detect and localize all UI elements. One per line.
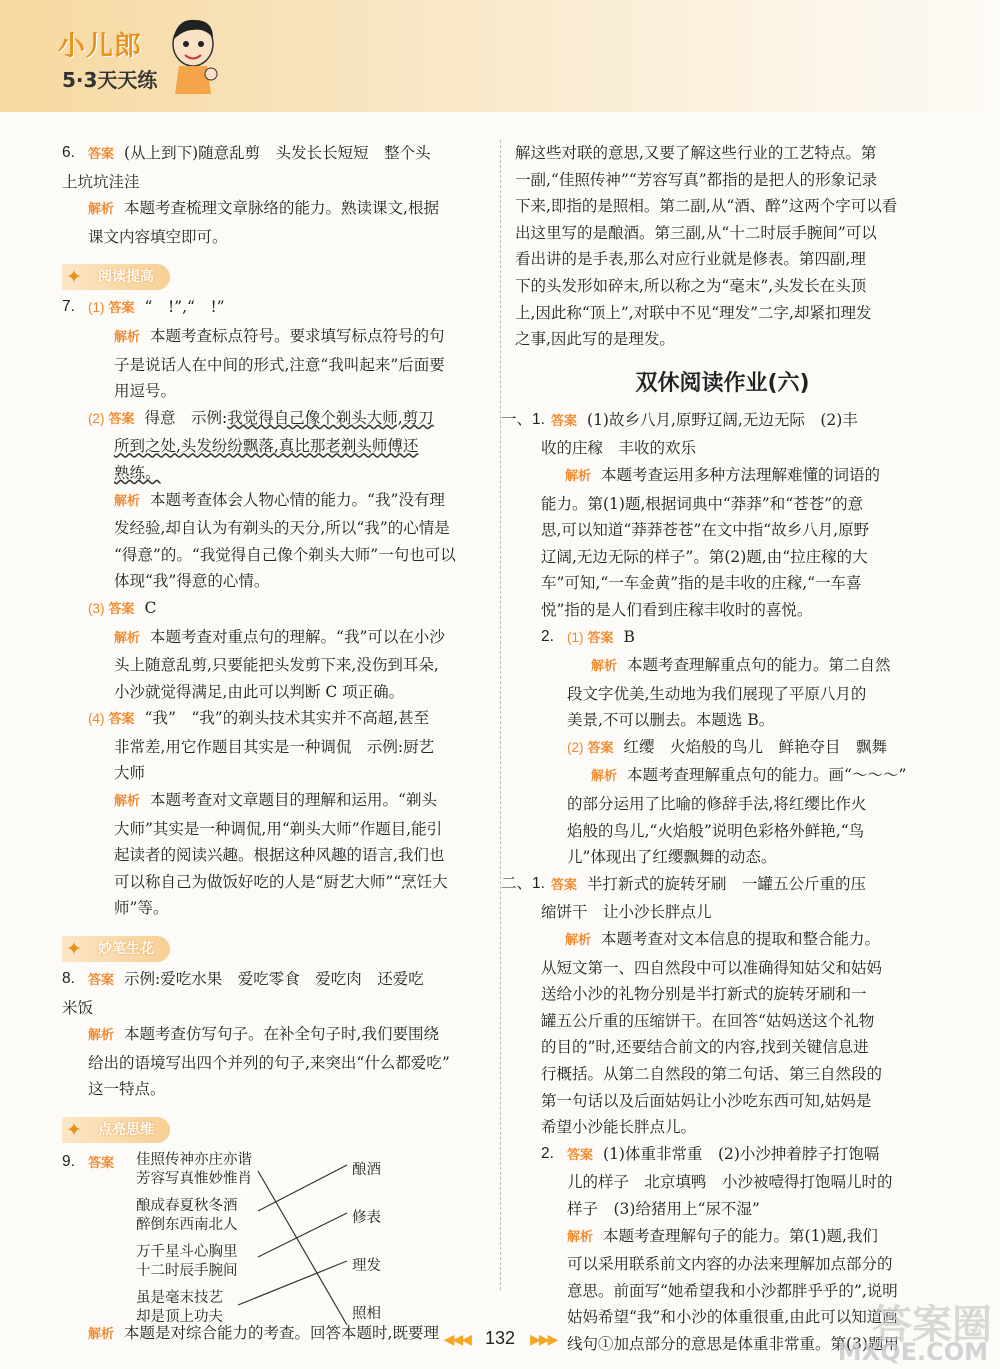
watermark-logo: 答案圈: [872, 1302, 992, 1348]
answer-text: (从上到下)随意乱剪 头发长长短短 整个头: [124, 144, 431, 162]
right-column: [501, 140, 930, 1358]
answer-tag: 答案: [88, 147, 115, 162]
page-number: 132: [484, 1328, 516, 1348]
section-banner-reading: ✦ 阅读提高: [62, 264, 170, 290]
star-icon: ✦: [66, 938, 82, 961]
logo-text: 小儿郎: [58, 31, 142, 62]
next-arrows-icon: ▶▶▶: [530, 1332, 557, 1348]
matching-diagram: 答案 佳照传神亦庄亦谐 芳容写真惟妙惟肖 酿成春夏秋冬酒 醉倒东西南北人 万千星斗心胸里 十二时辰手腕间 虽是毫末技艺 却是顶上功夫 酿酒 修表 理发 照相: [62, 1149, 486, 1314]
part-2-q1: 二、1. 答案 半打新式的旋转牙刷 一罐五公斤重的压 缩饼干 让小沙长胖点儿 解析 本题考查对文本信息的提取和整合能力。 从短文第一、四自然段中可以准确得知姑父和姑妈 送给小沙的礼物分别是半打新式的旋转牙刷和一 罐五公斤重的压缩饼干。在回答“姑妈送这个礼物 的目的”时,还要结合前文的内容,找到关键信息进 行概括。从第二自然段的第二句话、第三自然段的 第一句话以及后面姑妈让小沙吃东西可知,姑妈是 希望小沙能长胖点儿。: [501, 874, 883, 1137]
section-banner-thinking: ✦ 点亮思维: [62, 1117, 170, 1143]
continued-analysis: 解这些对联的意思,又要了解这些行业的工艺特点。第 一副,“佳照传神”“芳容写真”都指的是把人的形象记录 下来,即指的是照相。第二副,从“酒、醉”这两个字可以看 出这里写的是酿酒。第三副,从“十二时辰手腕间”可以 看出讲的是手表,那么对应行业就是修表。第四副,理 下的头发形如碎末,所以称之为“毫末”,头发长在头顶 上,因此称“顶上”,对联中不见“理发”二字,却紧扣理发 之事,因此写的是理发。: [515, 144, 898, 349]
section-title: 双休阅读作业(六): [635, 370, 810, 396]
match-lines: [62, 1149, 486, 1329]
analysis-tag: 解析: [88, 202, 115, 218]
question-number: 7.: [62, 298, 75, 316]
watermark-url: MXQE.COM: [837, 1338, 988, 1366]
section-banner-writing: ✦ 妙笔生花: [62, 936, 170, 962]
left-column: [62, 140, 486, 1349]
part-2-q2: 2. 答案 (1)体重非常重 (2)小沙抻着脖子打饱嗝 儿的样子 北京填鸭 小沙被噎得打饱嗝儿时的 样子 (3)给猪用上“尿不湿” 解析 本题考查理解句子的能力。第(1)题,我们 可以采用联系前文内容的办法来理解加点部分的 意思。前面写“她希望我和小沙都胖乎乎的”,说明 姑妈希望“我”和小沙的体重很重,由此可以知道画 线句①加点部分的意思是体重非常重。第(3)题用: [541, 1144, 899, 1353]
column-divider: [500, 140, 501, 1290]
part-1-q1: 一、1. 答案 (1)故乡八月,原野辽阔,无边无际 (2)丰 收的庄稼 丰收的欢乐 解析 本题考查运用多种方法理解难懂的词语的 能力。第(1)题,根据词典中“莽莽”和“苍苍”的意 思,可以知道“莽莽苍苍”在文中指“故乡八月,原野 辽阔,无边无际的样子”。第(2)题,由“拉庄稼的大 车”可知,“一车金黄”指的是丰收的庄稼,“一车喜 悦”指的是人们看到庄稼丰收时的喜悦。: [501, 410, 881, 619]
question-7: 7. (1) 答案 “ !”,“ !” 解析 本题考查标点符号。要求填写标点符号的句 子是说话人在中间的形式,注意“我叫起来”后面要 用逗号。 (2) 答案 得意 示例:我觉得自己像个剃头大师,剪刀 所到之处,头发纷纷飘落,真比那老剃头师傅还 熟练。 解析 本题考查体会人物心情的能力。“我”没有理 发经验,却自认为有剃头的天分,所以“我”的心情是 “得意”的。“我觉得自己像个剃头大师”一句也可以 体现“我”得意的心情。 (3) 答案 C 解析 本题考查对重点句的理解。“我”可以在小沙 头上随意乱剪,只要能把头发剪下来,没伤到耳朵, 小沙就觉得满足,由此可以判断 C 项正确。 (4) 答案 “我” “我”的剃头技术其实并不高超,甚至 非常差,用它作题目其实是一种调侃 示例:厨艺 大师 解析 本题考查对文章题目的理解和运用。“剃头 大师”其实是一种调侃,用“剃头大师”作题目,能引 起读者的阅读兴趣。根据这种风趣的语言,我们也 可以称自己为做饭好吃的人是“厨艺大师”“烹饪大 师”等。: [62, 294, 486, 922]
question-9: 9. 答案 佳照传神亦庄亦谐 芳容写真惟妙惟肖 酿成春夏秋冬酒 醉倒东西南北人 万千星斗心胸里 十二时辰手腕间 虽是毫末技艺 却是顶上功夫 酿酒 修表 理发 照相 解析 本题是对综合能力的考查。回答本题时,既要理: [62, 1149, 486, 1349]
mascot-icon: [163, 14, 223, 96]
star-icon: ✦: [66, 1119, 82, 1141]
analysis-text: 课文内容填空即可。: [88, 227, 228, 246]
analysis-text: 本题考查梳理文章脉络的能力。熟读课文,根据: [124, 199, 439, 218]
question-number: 6.: [62, 144, 75, 161]
brand-text: 5·3天天练: [62, 68, 158, 92]
answer-text: 上坑坑洼洼: [62, 172, 140, 191]
part-1-q2: 2. (1) 答案 B 解析 本题考查理解重点句的能力。第二自然 段文字优美,生动地为我们展现了平原八月的 美景,不可以删去。本题选 B。 (2) 答案 红缨 火焰般的鸟儿 鲜艳夺目 飘舞 解析 本题考查理解重点句的能力。画“～～～” 的部分运用了比喻的修辞手法,将红缨比作火 焰般的鸟儿,“火焰般”说明色彩格外鲜艳,“鸟 儿”体现出了红缨飘舞的动态。: [541, 627, 907, 867]
question-8: 8. 答案 示例:爱吃水果 爱吃零食 爱吃肉 还爱吃 米饭 解析 本题考查仿写句子。在补全句子时,我们要围绕 给出的语境写出四个并列的句子,来突出“什么都爱吃” 这一特点。: [62, 970, 450, 1099]
star-icon: ✦: [66, 266, 82, 289]
answer-text: “ !”,“ !”: [144, 298, 225, 317]
prev-arrows-icon: ◀◀◀: [443, 1332, 470, 1348]
page-header: [0, 0, 1000, 112]
question-6: [62, 140, 486, 250]
